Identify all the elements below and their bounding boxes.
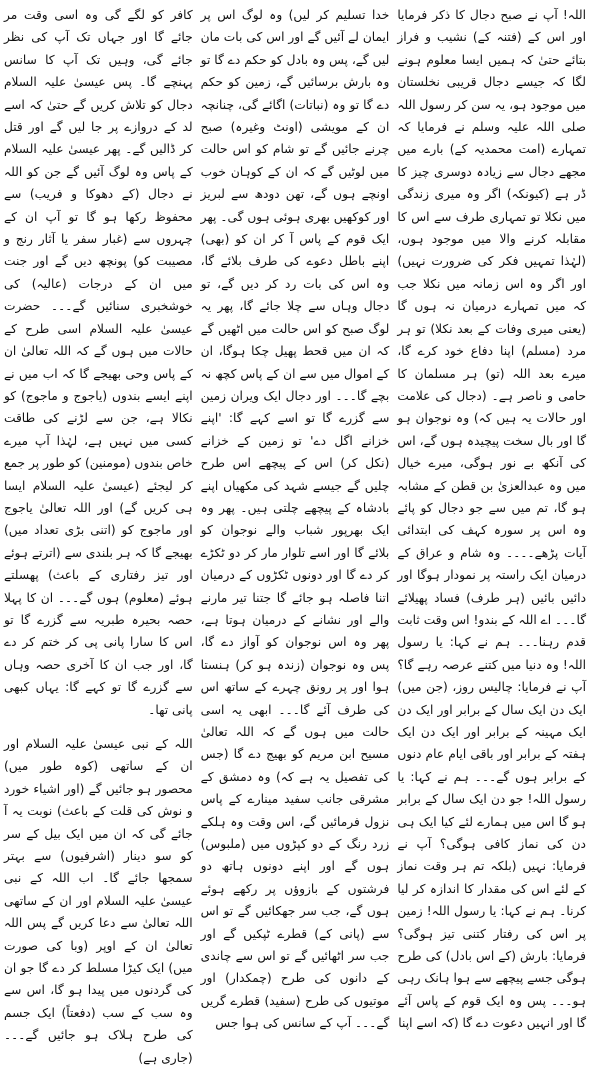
text-column-left — [3, 4, 193, 1065]
column-middle-paragraph: خدا تسلیم کر لیں) وہ لوگ اس پر ایمان لے آئیں گے اور اس کی بات مان لیں گے، پس وہ بادل کو حکم دے گا تو وہ بارش برسائیں گے، زمین کو حکم دے گا تو وہ (نباتات) اگائے گی، چنانچہ ان کے مویشی (اونٹ وغیرہ) صبح چرنے جائیں گے تو شام کو اس حالت میں لوٹیں گے کہ ان کے کوہان خوب اونچے ہوں گے، تھن دودھ سے لبریز اور کوکھیں بھری ہوئی ہوں گی۔ پھر ایک قوم کے پاس آ کر ان کو (بھی) اپنے باطل دعوے کی طرف بلائے گا، وہ اس کی بات رد کر دیں گے، تو دجال وہاں سے چلا جائے گا، پھر یہ لوگ صبح کو اس حالت میں اٹھیں گے کہ ان میں قحط پھیل چکا ہوگا، ان کے اموال میں سے ان کے پاس کچھ نہ بچے گا۔۔۔ اور دجال ایک ویران زمین سے گزرے گا تو اسے کہے گا: 'اپنے خزانے اگل دے' تو زمین کے خزانے (نکل کر) اس کے پیچھے اس طرح چلیں گے جیسے شہد کی مکھیاں اپنے بادشاہ کے پیچھے چلتی ہیں۔ پھر وہ ایک بھرپور شباب والے نوجوان کو بلائے گا اور اسے تلوار مار کر دو ٹکڑے کر دے گا اور دونوں ٹکڑوں کے درمیان اتنا فاصلہ ہو جائے گا جتنا تیر مارنے والے اور نشانے کے درمیان ہوتا ہے، پھر وہ اس نوجوان کو آواز دے گا، پس وہ نوجوان (زندہ ہو کر) ہنستا ہوا اور پر رونق چہرے کے ساتھ اس کی طرف آئے گا۔۔۔ ابھی یہ اسی حالت میں ہوں گے کہ اللہ تعالیٰ مسیح ابن مریم کو بھیج دے گا (جس کی تفصیل یہ ہے کہ) وہ دمشق کے مشرقی جانب سفید مینارے کے پاس نزول فرمائیں گے، اس وقت وہ ہلکے زرد رنگ کے دو کپڑوں میں (ملبوس) ہوں گے اور اپنے دونوں ہاتھ دو فرشتوں کے بازوؤں پر رکھے ہوئے ہوں گے، جب سر جھکائیں گے تو اس سے (پانی کے) قطرے ٹپکیں گے اور جب سر اٹھائیں گے تو اس سے چاندی کے دانوں کی طرح (چمکدار) اور موتیوں کی طرح (سفید) قطرے گریں گے۔۔۔ آپ کے سانس کی ہوا جس — [200, 8, 390, 1031]
column-left-paragraph-2: اللہ کے نبی عیسیٰ علیہ السلام اور ان کے ساتھی (کوہ طور میں) محصور ہو جائیں گے (اور اشیاء خورد و نوش کی قلت کے باعث) نوبت یہ آ جائے گی کہ ان میں ایک بیل کے سر کو سو دینار (اشرفیوں) سے بہتر سمجھا جائے گا۔ اب اللہ کے نبی عیسیٰ علیہ السلام اور ان کے ساتھی اللہ تعالیٰ سے دعا کریں گے پس اللہ تعالیٰ ان کے اوپر (وبا کی صورت میں) ایک کیڑا مسلط کر دے گا جو ان کی گردنوں میں پیدا ہو گا، اس سے وہ سب کے سب (دفعتاً) ایک جسم کی طرح ہلاک ہو جائیں گے۔۔۔ (جاری ہے) — [3, 737, 193, 1065]
column-right-paragraph: اللہ! آپ نے صبح دجال کا ذکر فرمایا اور اس کے (فتنہ کے) نشیب و فراز بتائے حتیٰ کہ ہمیں ایسا معلوم ہونے لگا کہ جیسے دجال قریبی نخلستان میں موجود ہو، یہ سن کر رسول اللہ صلی اللہ علیہ وسلم نے فرمایا کہ تمہارے (امت محمدیہ کے) بارے میں مجھے دجال سے زیادہ دوسری چیز کا ڈر ہے (کیونکہ) اگر وہ میری زندگی میں نکلا تو تمہاری طرف سے اس کا مقابلہ کرنے والا میں موجود ہوں، (لہٰذا تمہیں فکر کی ضرورت نہیں) اور اگر وہ اس زمانہ میں نکلا جب کہ میں تمہارے درمیان نہ ہوں گا (یعنی میری وفات کے بعد نکلا) تو ہر مرد (مسلم) اپنا دفاع خود کرے گا، میرے بعد اللہ (تو) ہر مسلمان کا حامی و ناصر ہے۔ (دجال کی علامت اور حالات یہ ہیں کہ) وہ نوجوان ہو گا اور بال سخت پیچیدہ ہوں گے، اس کی آنکھ بے نور ہوگی، میرے خیال میں وہ عبدالعزیٰ بن قطن کے مشابہ ہو گا، تم میں سے جو دجال کو پائے وہ اس پر سورہ کہف کی ابتدائی آیات پڑھے۔۔۔۔ وہ شام و عراق کے درمیان ایک راستہ پر نمودار ہوگا اور دائیں بائیں (ہر طرف) فساد پھیلائے گا۔۔۔ اے اللہ کے بندو! اس وقت ثابت قدم رہنا۔۔۔ ہم نے کہا: یا رسول اللہ! وہ دنیا میں کتنے عرصہ رہے گا؟ آپ نے فرمایا: چالیس روز، (جن میں) ایک دن ایک سال کے برابر اور ایک دن ایک مہینہ کے برابر اور ایک دن ایک ہفتہ کے برابر اور باقی ایام عام دنوں کے برابر ہوں گے۔۔۔ ہم نے کہا: یا رسول اللہ! جو دن ایک سال کے برابر ہو گا اس میں ہمارے لئے کیا ایک ہی دن کی نماز کافی ہوگی؟ آپ نے فرمایا: نہیں (بلکہ تم ہر وقت نماز کے لئے اس کی مقدار کا اندازہ کر لیا کرنا۔ ہم نے کہا: یا رسول اللہ! زمین پر اس کی رفتار کتنی تیز ہوگی؟ فرمایا: بارش (کے اس بادل) کی طرح ہوگی جسے پیچھے سے ہوا ہانک رہی ہو۔۔۔ پس وہ ایک قوم کے پاس آئے گا اور انہیں دعوت دے گا (کہ اسے اپنا — [397, 8, 586, 1031]
paragraph-spacer — [4, 721, 193, 733]
newspaper-page — [3, 4, 586, 1065]
text-column-right — [397, 4, 586, 1031]
column-left-paragraph-1: کافر کو لگے گی وہ اسی وقت مر جائے گا اور جہاں تک آپ کی نظر جائے گی، وہیں تک آپ کا سانس پہنچے گا۔ پس عیسیٰ علیہ السلام دجال کو تلاش کریں گے حتیٰ کہ اسے لد کے دروازے پر جا لیں گے اور قتل کر ڈالیں گے۔ پھر عیسیٰ علیہ السلام کے پاس وہ لوگ آئیں گے جن کو اللہ نے دجال (کے دھوکا و فریب) سے محفوظ رکھا ہو گا تو آپ ان کے چہروں سے (غبار سفر یا آثار رنج و مصیبت کو) پونچھ دیں گے اور جنت میں ان کے درجات (عالیہ) کی خوشخبری سنائیں گے۔۔۔ حضرت عیسیٰ علیہ السلام اسی طرح کے حالات میں ہوں گے کہ اللہ تعالیٰ ان کے پاس وحی بھیجے گا کہ اب میں نے اپنے ایسے بندوں (یاجوج و ماجوج) کو نکالا ہے، جن سے لڑنے کی طاقت کسی میں نہیں ہے، لہٰذا آپ میرے خاص بندوں (مومنین) کو طور پر جمع کر لیجئے (عیسیٰ علیہ السلام ایسا ہی کریں گے) اور اللہ تعالیٰ یاجوج اور ماجوج کو (اتنی بڑی تعداد میں) بھیجے گا کہ ہر بلندی سے (اترتے ہوئے اور تیز رفتاری کے باعث) پھسلتے ہوئے (معلوم) ہوں گے۔۔۔ ان کا پہلا حصہ بحیرہ طبریہ سے گزرے گا تو اس کا سارا پانی پی کر ختم کر دے گا، اور جب ان کا آخری حصہ وہاں سے گزرے گا تو کہے گا: یہاں کبھی پانی تھا۔ — [3, 8, 193, 717]
text-column-middle — [200, 4, 390, 1031]
